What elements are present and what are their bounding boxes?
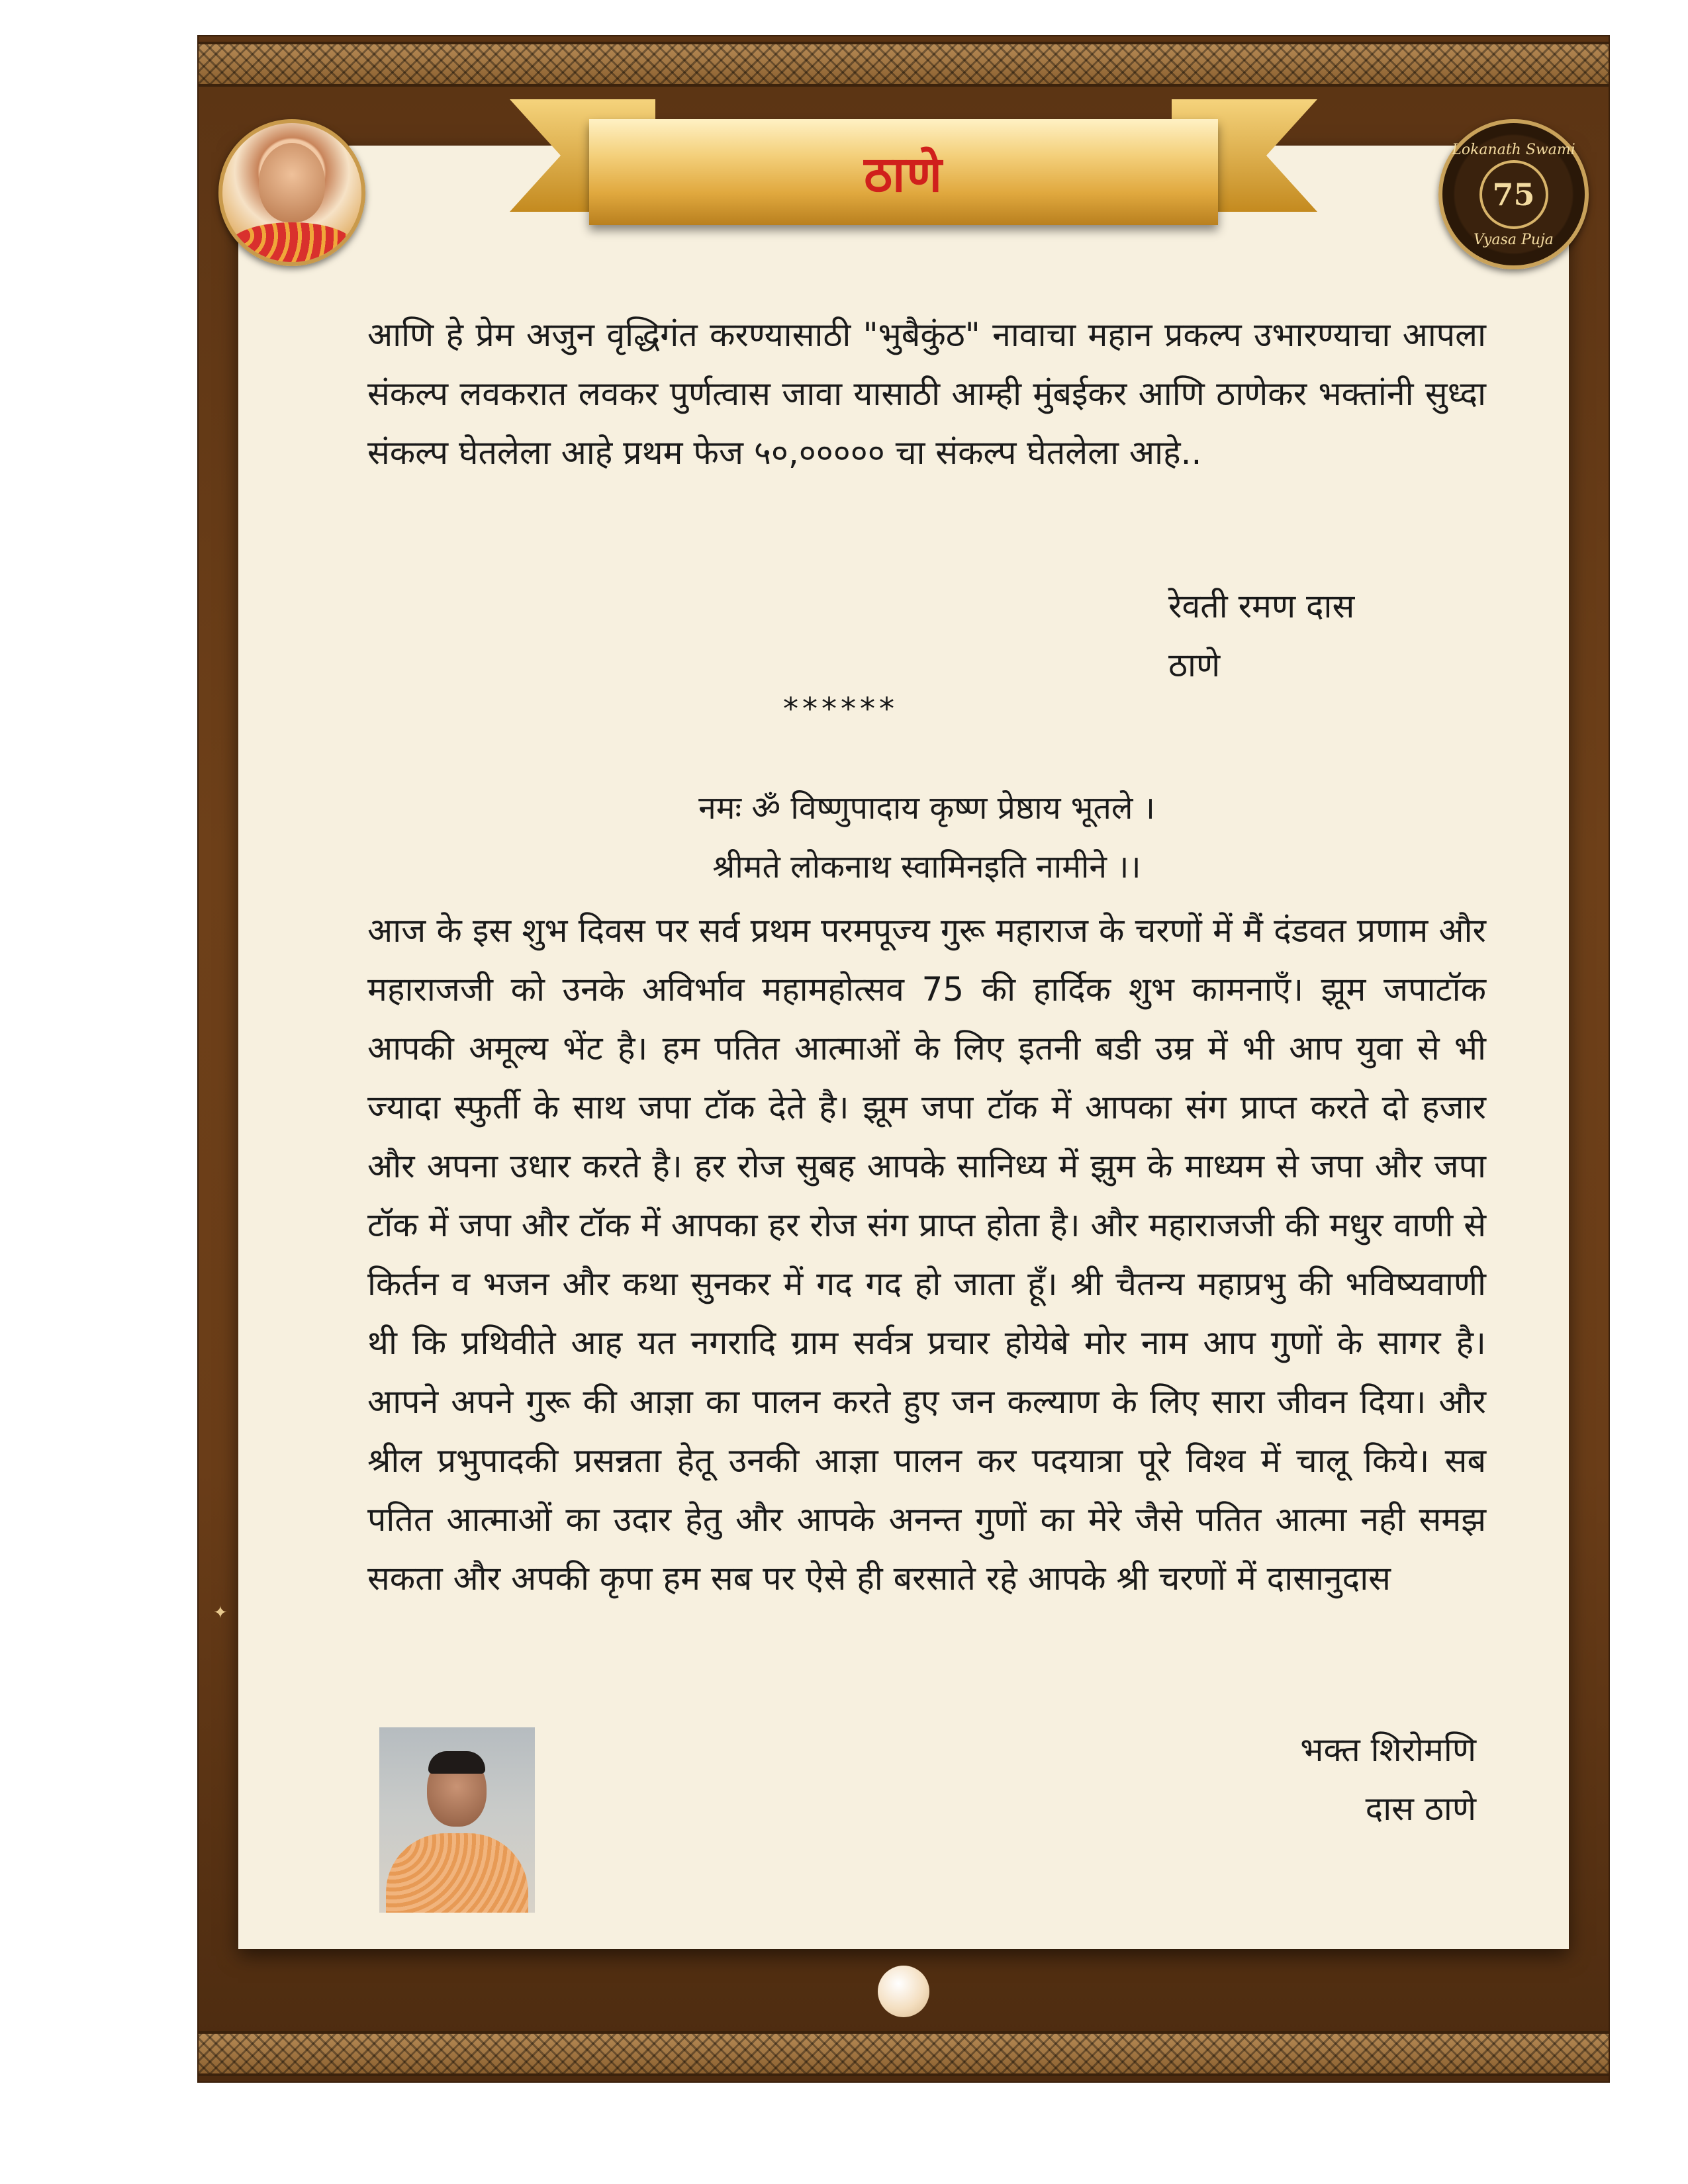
title-ribbon [589, 119, 1218, 225]
decorative-border-top [199, 42, 1609, 87]
verse-line-2: श्रीमते लोकनाथ स्वामिनइति नामीने ।। [712, 848, 1141, 886]
portrait-face [259, 143, 325, 222]
separator-stars: ****** [783, 691, 898, 727]
signature-place-2: दास ठाणे [1365, 1790, 1476, 1828]
hindi-paragraph: आज के इस शुभ दिवस पर सर्व प्रथम परमपूज्य गुरू महाराज के चरणों में मैं दंडवत प्रणाम और महाराजजी को उनके अविर्भाव महामहोत्सव 75 की हार्दिक शुभ कामनाएँ। झूम जपाटॉक आपकी अमूल्य भेंट है। हम पतित आत्माओं के लिए इतनी बडी उम्र में भी आप युवा से भी ज्यादा स्फुर्ती के साथ जपा टॉक देते है। झूम जपा टॉक में आपका संग प्राप्त करते दो हजार और अपना उधार करते है। हर रोज सुबह आपके सानिध्य में झुम के माध्यम से जपा और जपा टॉक में जपा और टॉक में आपका हर रोज संग प्राप्त होता है। और महाराजजी की मधुर वाणी से किर्तन व भजन और कथा सुनकर में गद गद हो जाता हूँ। श्री चैतन्य महाप्रभु की भविष्यवाणी थी कि प्रथिवीते आह यत नगरादि ग्राम सर्वत्र प्रचार होयेबे मोर नाम आप गुणों के सागर है। आपने अपने गुरू की आज्ञा का पालन करते हुए जन कल्याण के लिए सारा जीवन दिया। और श्रील प्रभुपादकी प्रसन्नता हेतू उनकी आज्ञा पालन कर पदयात्रा पूरे विश्व में चालू किये। सब पतित आत्माओं का उदार हेतु और आपके अनन्त गुणों का मेरे जैसे पतित आत्मा नही समझ सकता और अपकी कृपा हम सब पर ऐसे ही बरसाते रहे आपके श्री चरणों में दासानुदास [367, 911, 1486, 1598]
badge-number: 75 [1479, 160, 1548, 229]
devotee-photo [379, 1727, 535, 1913]
page-title: ठाणे [864, 146, 943, 203]
verse-line-1: नमः ॐ विष्णुपादाय कृष्ण प्रेष्ठाय भूतले । [698, 790, 1155, 827]
bottom-ornament-dot [878, 1966, 929, 2017]
marathi-paragraph: आणि हे प्रेम अजुन वृद्धिगंत करण्यासाठी "भुबैकुंठ" नावाचा महान प्रकल्प उभारण्याचा आपला संकल्प लवकरात लवकर पुर्णत्वास जावा यासाठी आम्ही मुंबईकर आणि ठाणेकर भक्तांनी सुध्दा संकल्प घेतलेला आहे प्रथम फेज ५०,००००० चा संकल्प घेतलेला आहे.. [367, 316, 1486, 472]
signature-name-2: भक्त शिरोमणि [1300, 1731, 1476, 1769]
badge-bottom-text: Vyasa Puja [1474, 232, 1554, 248]
decorative-border-bottom [199, 2031, 1609, 2076]
signature-block-1 [1168, 577, 1354, 695]
anniversary-badge [1438, 119, 1589, 269]
guru-portrait [218, 119, 365, 266]
photo-hair [428, 1751, 485, 1774]
portrait-garland [229, 222, 355, 266]
badge-top-text: Lokanath Swami [1452, 142, 1575, 158]
photo-shirt [386, 1833, 528, 1913]
signature-name-1: रेवती रमण दास [1168, 587, 1355, 625]
signature-block-2 [1278, 1721, 1476, 1839]
sparkle-icon: ✦ [213, 1603, 228, 1623]
signature-place-1: ठाणे [1168, 646, 1221, 684]
